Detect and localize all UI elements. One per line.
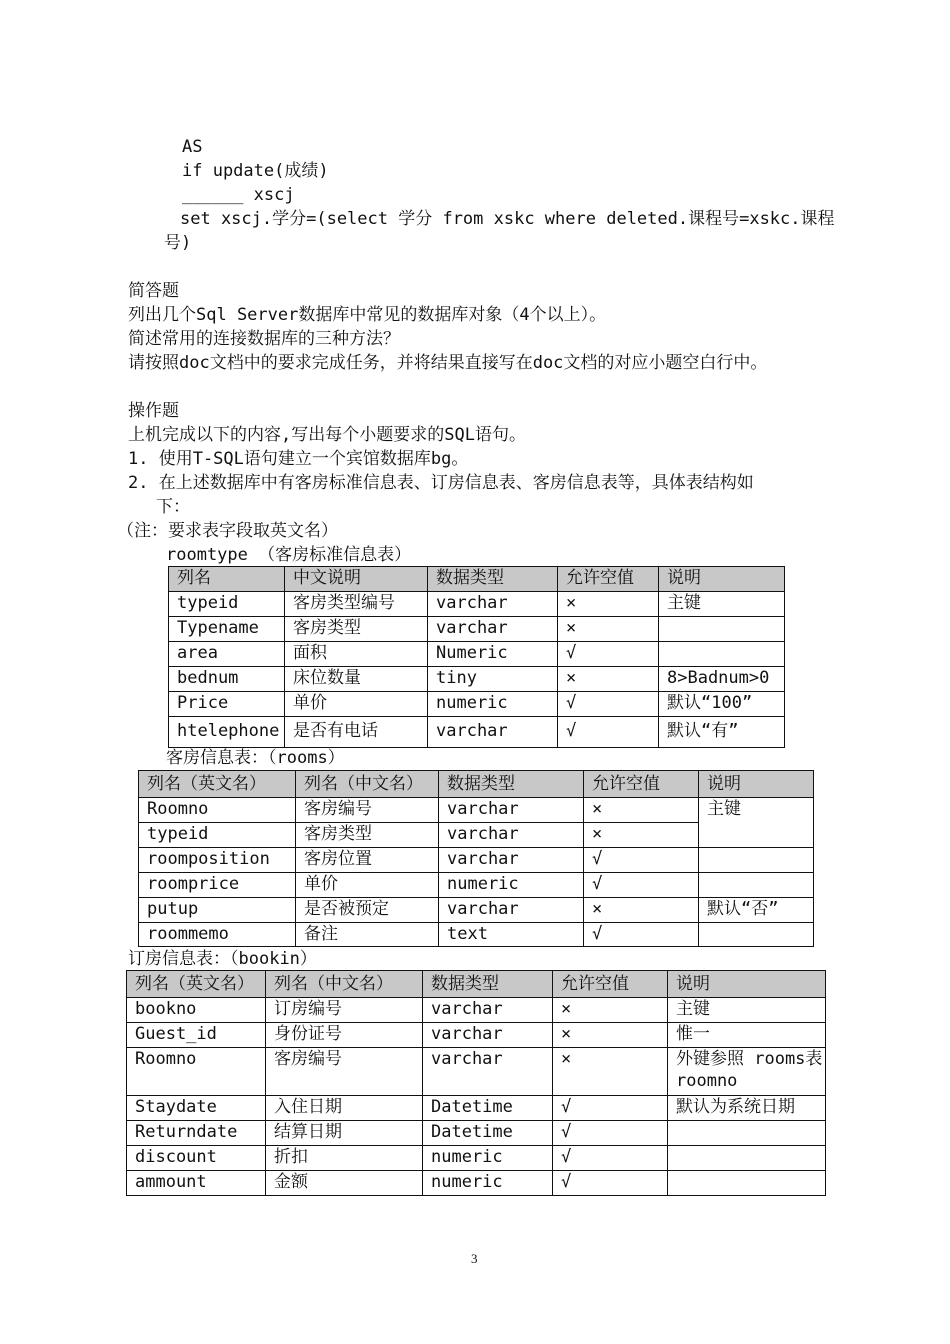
code-line-1: AS [182, 137, 203, 157]
table-row [169, 692, 785, 717]
table-cell: × [553, 998, 668, 1023]
table-row [139, 873, 814, 898]
header-cell: 说明 [668, 971, 826, 998]
table-cell [699, 848, 814, 873]
table-cell: varchar [428, 617, 558, 642]
table-cell [668, 1171, 826, 1196]
header-cell: 数据类型 [428, 567, 558, 592]
table-cell: Returndate [127, 1121, 266, 1146]
table-header-row [139, 771, 814, 798]
header-cell: 说明 [699, 771, 814, 798]
operation-heading: 操作题 [128, 401, 179, 421]
table-cell: × [584, 823, 699, 848]
table-cell: 入住日期 [266, 1096, 423, 1121]
roomtype-caption: roomtype （客房标准信息表） [166, 545, 412, 565]
table-cell: × [553, 1023, 668, 1048]
table-header-row [169, 567, 785, 592]
table-cell: √ [584, 848, 699, 873]
header-cell: 列名 [169, 567, 285, 592]
header-cell: 列名（中文名） [266, 971, 423, 998]
table-cell: varchar [439, 823, 584, 848]
short-answer-question-2: 简述常用的连接数据库的三种方法？ [128, 329, 400, 349]
operation-item-2: 2. 在上述数据库中有客房标准信息表、订房信息表、客房信息表等，具体表结构如 [128, 473, 754, 493]
table-cell: √ [584, 873, 699, 898]
table-row [139, 923, 814, 947]
operation-note: （注：要求表字段取英文名） [117, 521, 338, 541]
table-cell: 备注 [296, 923, 439, 947]
table-cell: √ [558, 692, 659, 717]
table-cell: √ [558, 717, 659, 748]
table-cell: 金额 [266, 1171, 423, 1196]
table-cell: √ [558, 642, 659, 667]
table-cell: bookno [127, 998, 266, 1023]
table-cell: 折扣 [266, 1146, 423, 1171]
table-cell: √ [553, 1171, 668, 1196]
bookin-caption: 订房信息表：（bookin） [128, 949, 317, 969]
table-cell: bednum [169, 667, 285, 692]
table-cell: √ [584, 923, 699, 947]
header-cell: 列名（英文名） [127, 971, 266, 998]
operation-item-1: 1. 使用T-SQL语句建立一个宾馆数据库bg。 [128, 449, 469, 469]
table-cell: 是否被预定 [296, 898, 439, 923]
table-row [169, 592, 785, 617]
table-cell: 身份证号 [266, 1023, 423, 1048]
table-row [127, 1171, 826, 1196]
table-cell: tiny [428, 667, 558, 692]
table-cell: putup [139, 898, 296, 923]
table-cell: varchar [423, 1048, 553, 1096]
table-cell: 客房类型编号 [285, 592, 428, 617]
table-cell: 客房编号 [296, 798, 439, 823]
table-row [169, 717, 785, 748]
header-cell: 中文说明 [285, 567, 428, 592]
table-cell: varchar [428, 592, 558, 617]
table-row [127, 1121, 826, 1146]
table-cell: × [584, 898, 699, 923]
table-cell: typeid [169, 592, 285, 617]
rooms-caption: 客房信息表：（rooms） [166, 748, 345, 768]
page-number: 3 [471, 1251, 478, 1266]
header-cell: 列名（中文名） [296, 771, 439, 798]
table-cell [659, 642, 785, 667]
table-cell: × [553, 1048, 668, 1096]
table-cell: ammount [127, 1171, 266, 1196]
table-row [169, 667, 785, 692]
table-cell: Roomno [139, 798, 296, 823]
table-cell [668, 1146, 826, 1171]
table-cell: 默认为系统日期 [668, 1096, 826, 1121]
operation-item-2-cont: 下： [156, 497, 190, 517]
table-cell: 8>Badnum>0 [659, 667, 785, 692]
table-cell: 是否有电话 [285, 717, 428, 748]
short-answer-heading: 简答题 [128, 281, 179, 301]
header-cell: 说明 [659, 567, 785, 592]
table-cell [699, 873, 814, 898]
table-cell: numeric [423, 1171, 553, 1196]
code-line-4: set xscj.学分=(select 学分 from xskc where deleted.课程号=xskc.课程 [180, 209, 835, 229]
table-cell: √ [553, 1096, 668, 1121]
short-answer-question-3: 请按照doc文档中的要求完成任务，并将结果直接写在doc文档的对应小题空白行中。 [128, 353, 768, 373]
table-cell: 结算日期 [266, 1121, 423, 1146]
code-line-5: 号) [164, 233, 192, 253]
table-cell: varchar [439, 848, 584, 873]
table-cell: 面积 [285, 642, 428, 667]
table-cell: √ [553, 1121, 668, 1146]
table-row [139, 848, 814, 873]
table-cell: text [439, 923, 584, 947]
table-row [139, 898, 814, 923]
table-header-row [127, 971, 826, 998]
table-cell: 默认“100” [659, 692, 785, 717]
bookin-table [126, 970, 826, 1196]
table-cell: Numeric [428, 642, 558, 667]
table-cell: Guest_id [127, 1023, 266, 1048]
table-cell: Price [169, 692, 285, 717]
table-cell: Roomno [127, 1048, 266, 1096]
table-cell: × [584, 798, 699, 823]
header-cell: 数据类型 [423, 971, 553, 998]
table-row [127, 1023, 826, 1048]
table-cell: Datetime [423, 1096, 553, 1121]
header-cell: 允许空值 [584, 771, 699, 798]
table-row [127, 1048, 826, 1096]
table-cell: discount [127, 1146, 266, 1171]
table-cell: 客房编号 [266, 1048, 423, 1096]
table-cell: varchar [439, 898, 584, 923]
table-cell: roomposition [139, 848, 296, 873]
table-cell: varchar [439, 798, 584, 823]
table-cell: 单价 [285, 692, 428, 717]
table-cell: 客房类型 [296, 823, 439, 848]
table-cell: typeid [139, 823, 296, 848]
table-cell: 惟一 [668, 1023, 826, 1048]
table-cell: 客房类型 [285, 617, 428, 642]
table-cell: 默认“否” [699, 898, 814, 923]
table-cell: Datetime [423, 1121, 553, 1146]
table-cell: × [558, 667, 659, 692]
header-cell: 列名（英文名） [139, 771, 296, 798]
table-cell: htelephone [169, 717, 285, 748]
table-cell: varchar [423, 998, 553, 1023]
table-cell: 订房编号 [266, 998, 423, 1023]
code-line-3: ______ xscj [182, 185, 295, 205]
header-cell: 允许空值 [558, 567, 659, 592]
table-row [139, 798, 814, 823]
table-cell: 默认“有” [659, 717, 785, 748]
table-row [169, 642, 785, 667]
table-cell: × [558, 592, 659, 617]
operation-intro: 上机完成以下的内容,写出每个小题要求的SQL语句。 [128, 425, 526, 445]
table-cell: area [169, 642, 285, 667]
table-cell: Typename [169, 617, 285, 642]
table-row [127, 1096, 826, 1121]
table-cell: varchar [428, 717, 558, 748]
table-cell [668, 1121, 826, 1146]
roomtype-table [168, 566, 785, 748]
table-cell: 外键参照 rooms表roomno [668, 1048, 826, 1096]
table-cell: 床位数量 [285, 667, 428, 692]
table-cell: √ [553, 1146, 668, 1171]
table-cell [699, 923, 814, 947]
table-cell: roomprice [139, 873, 296, 898]
table-cell: 主键 [659, 592, 785, 617]
header-cell: 允许空值 [553, 971, 668, 998]
table-cell: × [558, 617, 659, 642]
short-answer-question-1: 列出几个Sql Server数据库中常见的数据库对象（4个以上）。 [128, 305, 607, 325]
table-cell: numeric [439, 873, 584, 898]
header-cell: 数据类型 [439, 771, 584, 798]
table-row [127, 998, 826, 1023]
code-line-2: if update(成绩) [182, 161, 329, 181]
table-cell [659, 617, 785, 642]
table-cell: numeric [423, 1146, 553, 1171]
table-row [169, 617, 785, 642]
table-cell: Staydate [127, 1096, 266, 1121]
table-cell: numeric [428, 692, 558, 717]
table-cell: 主键 [699, 798, 814, 848]
table-cell: 主键 [668, 998, 826, 1023]
table-cell: 客房位置 [296, 848, 439, 873]
table-cell: varchar [423, 1023, 553, 1048]
table-cell: 单价 [296, 873, 439, 898]
table-cell: roommemo [139, 923, 296, 947]
table-row [127, 1146, 826, 1171]
rooms-table [138, 770, 814, 947]
